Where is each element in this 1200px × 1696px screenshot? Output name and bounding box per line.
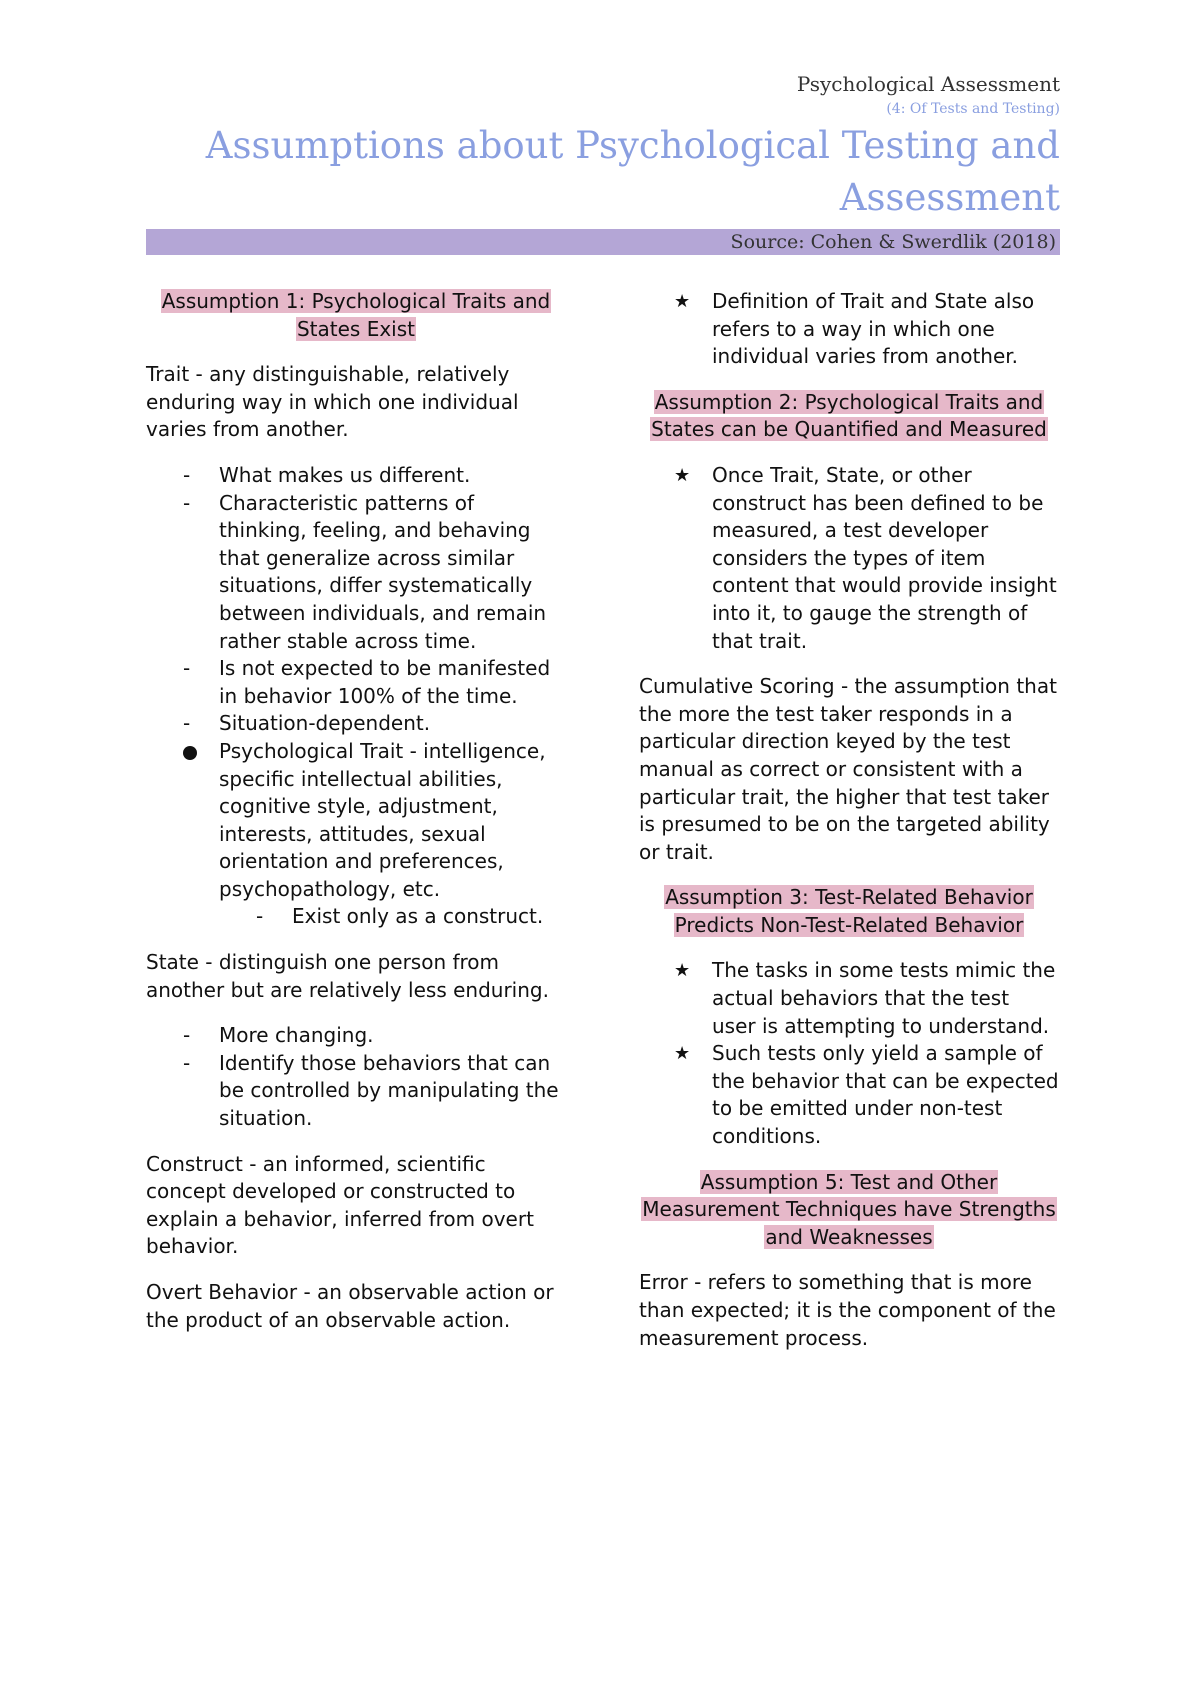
list-item: - Exist only as a construct.: [146, 903, 566, 931]
dash-bullet: -: [183, 711, 191, 736]
assumption-5-heading: Assumption 5: Test and Other Measurement Techniques have Strengths and Weaknesses: [642, 1169, 1056, 1249]
cumulative-scoring-definition: Cumulative Scoring - the assumption that the more the test taker responds in a particular direction keyed by the test manual as correct or consistent with a particular trait, the higher that test taker is presumed to be on the targeted ability or trait.: [639, 674, 1057, 864]
star-icon: ★: [674, 291, 691, 312]
intro-star-list: [639, 288, 1059, 371]
chapter-label: (4: Of Tests and Testing): [886, 101, 1060, 117]
list-item: - What makes us different.: [146, 462, 566, 490]
state-definition: State - distinguish one person from another but are relatively less enduring.: [146, 950, 549, 1002]
list-item: Psychological Trait - intelligence, specific intellectual abilities, cognitive style, adjustment, interests, attitudes, sexual orientation and preferences, psychopathology, etc.: [146, 738, 566, 904]
page-title: Assumptions about Psychological Testing and Assessment: [205, 124, 1060, 219]
right-column: [639, 288, 1059, 1370]
star-icon: ★: [674, 464, 691, 486]
list-item: ★ The tasks in some tests mimic the actual behaviors that the test user is attempting to understand.: [674, 958, 1056, 1038]
list-item: - Is not expected to be manifested in behavior 100% of the time.: [183, 656, 551, 708]
dash-bullet: -: [183, 462, 191, 487]
star-icon: ★: [674, 960, 691, 982]
list-item: ★ Definition of Trait and State also refers to a way in which one individual varies from another.: [674, 289, 1035, 369]
list-item: ★ Such tests only yield a sample of the behavior that can be expected to be emitted under non-test conditions.: [674, 1041, 1059, 1149]
state-list: [146, 1022, 566, 1132]
list-item: - Identify those behaviors that can be controlled by manipulating the situation.: [183, 1050, 559, 1131]
assumption-3-heading: Assumption 3: Test-Related Behavior Predicts Non-Test-Related Behavior: [665, 885, 1033, 937]
list-item: ★ Once Trait, State, or other construct has been defined to be measured, a test developer considers the types of item content that would provide insight into it, to gauge the strength of that trait.: [674, 462, 1057, 653]
dash-bullet: -: [256, 904, 264, 929]
dash-bullet: -: [183, 1050, 191, 1075]
overt-behavior-definition: Overt Behavior - an observable action or the product of an observable action.: [146, 1280, 554, 1332]
list-item: - Characteristic patterns of thinking, feeling, and behaving that generalize across similar situations, differ systematically between individuals, and remain rather stable across time.: [183, 490, 547, 653]
list-item: - Situation-dependent.: [146, 710, 566, 738]
error-definition: Error - refers to something that is more than expected; it is the component of the measurement process.: [639, 1270, 1056, 1350]
left-column: [146, 288, 566, 1352]
trait-list: [146, 462, 566, 931]
dot-bullet-icon: [183, 746, 197, 760]
trait-definition: Trait - any distinguishable, relatively enduring way in which one individual varies from another.: [146, 362, 519, 442]
construct-definition: Construct - an informed, scientific concept developed or constructed to explain a behavior, inferred from overt behavior.: [146, 1151, 534, 1259]
assumption-2-list: [639, 462, 1059, 655]
assumption-2-heading: Assumption 2: Psychological Traits and States can be Quantified and Measured: [651, 389, 1047, 442]
dash-bullet: -: [183, 490, 191, 515]
assumption-1-heading: Assumption 1: Psychological Traits and States Exist: [161, 289, 551, 341]
list-item: - More changing.: [146, 1022, 566, 1050]
assumption-3-list: [639, 957, 1059, 1150]
star-icon: ★: [674, 1043, 691, 1065]
dash-bullet: -: [183, 656, 191, 681]
dash-bullet: -: [183, 1023, 191, 1048]
source-label: Source: Cohen & Swerdlik (2018): [730, 231, 1056, 253]
source-bar: [146, 229, 1060, 255]
subject-label: Psychological Assessment: [796, 72, 1060, 96]
